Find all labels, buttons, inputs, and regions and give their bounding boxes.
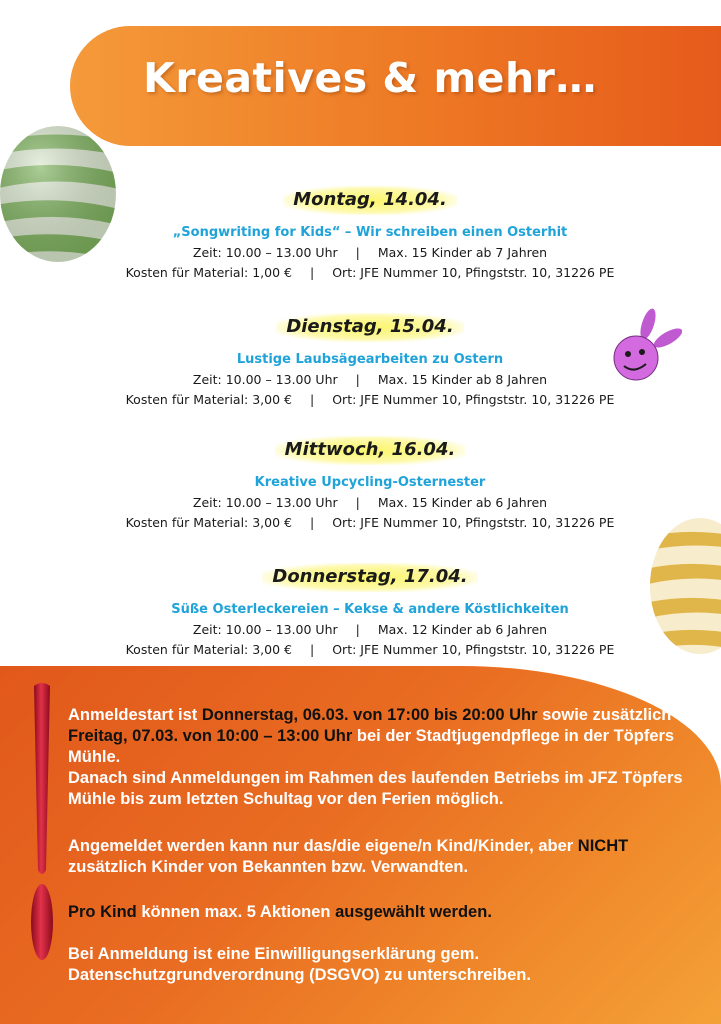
event-capacity: Max. 15 Kinder ab 6 Jahren	[377, 495, 548, 510]
event-capacity: Max. 15 Kinder ab 7 Jahren	[377, 245, 548, 260]
event-time: Zeit: 10.00 – 13.00 Uhr	[192, 372, 338, 387]
event-day: Mittwoch, 16.04.	[275, 436, 466, 465]
info-text: können max. 5 Aktionen	[136, 903, 336, 921]
event-wednesday	[80, 436, 660, 530]
event-title: „Songwriting for Kids“ – Wir schreiben einen Osterhit	[172, 225, 568, 240]
info-text: sowie zusätzlich	[537, 706, 672, 724]
event-time-capacity	[80, 495, 660, 510]
info-highlight: Donnerstag, 06.03. von 17:00 bis 20:00 Uhr	[201, 706, 538, 724]
event-place: Ort: JFE Nummer 10, Pfingststr. 10, 31226 PE	[332, 515, 615, 530]
info-text: Angemeldet werden kann nur das/die eigene/n Kind/Kinder, aber	[68, 837, 578, 855]
event-place: Ort: JFE Nummer 10, Pfingststr. 10, 31226 PE	[332, 265, 615, 280]
event-tuesday	[80, 313, 660, 407]
event-monday	[80, 186, 660, 280]
info-text: bei der Stadtjugendpflege in der Töpfers Mühle.	[68, 727, 675, 766]
registration-info	[68, 705, 698, 768]
info-highlight: Pro Kind	[68, 903, 137, 921]
separator: |	[355, 495, 360, 510]
separator: |	[310, 392, 315, 407]
event-cost-place	[80, 642, 660, 657]
event-title: Kreative Upcycling-Osternester	[254, 475, 486, 490]
event-cost: Kosten für Material: 3,00 €	[125, 515, 292, 530]
event-cost: Kosten für Material: 3,00 €	[125, 642, 292, 657]
event-capacity: Max. 12 Kinder ab 6 Jahren	[377, 622, 548, 637]
event-thursday	[80, 563, 660, 657]
info-highlight: NICHT	[577, 837, 629, 855]
red-exclamation-icon	[28, 680, 56, 980]
info-highlight: Freitag, 07.03. von 10:00 – 13:00 Uhr	[68, 727, 353, 745]
separator: |	[355, 372, 360, 387]
event-cost-place	[80, 265, 660, 280]
event-day: Dienstag, 15.04.	[276, 313, 463, 342]
event-capacity: Max. 15 Kinder ab 8 Jahren	[377, 372, 548, 387]
event-place: Ort: JFE Nummer 10, Pfingststr. 10, 31226 PE	[332, 392, 615, 407]
event-title: Süße Osterleckereien – Kekse & andere Köstlichkeiten	[171, 602, 569, 617]
separator: |	[310, 515, 315, 530]
event-time: Zeit: 10.00 – 13.00 Uhr	[192, 245, 338, 260]
separator: |	[355, 622, 360, 637]
event-title: Lustige Laubsägearbeiten zu Ostern	[236, 352, 504, 367]
event-time-capacity	[80, 622, 660, 637]
event-time: Zeit: 10.00 – 13.00 Uhr	[192, 622, 338, 637]
event-place: Ort: JFE Nummer 10, Pfingststr. 10, 31226 PE	[332, 642, 615, 657]
event-cost: Kosten für Material: 3,00 €	[125, 392, 292, 407]
event-cost: Kosten für Material: 1,00 €	[125, 265, 292, 280]
separator: |	[310, 265, 315, 280]
event-day: Montag, 14.04.	[283, 186, 457, 215]
consent-info: Bei Anmeldung ist eine Einwilligungserklärung gem. Datenschutzgrundverordnung (DSGVO) zu unterschreiben.	[68, 945, 531, 984]
info-highlight: ausgewählt werden.	[335, 903, 492, 921]
registration-continuation: Danach sind Anmeldungen im Rahmen des laufenden Betriebs im JFZ Töpfers Mühle bis zum letzten Schultag vor den Ferien möglich.	[68, 769, 683, 808]
event-cost-place	[80, 515, 660, 530]
event-time-capacity	[80, 245, 660, 260]
separator: |	[355, 245, 360, 260]
info-text: zusätzlich Kinder von Bekannten bzw. Verwandten.	[68, 858, 469, 876]
eligibility-info	[68, 836, 698, 878]
separator: |	[310, 642, 315, 657]
limit-info	[68, 902, 698, 923]
page-title: Kreatives & mehr…	[143, 54, 597, 102]
event-day: Donnerstag, 17.04.	[262, 563, 477, 592]
event-time: Zeit: 10.00 – 13.00 Uhr	[192, 495, 338, 510]
event-cost-place	[80, 392, 660, 407]
event-time-capacity	[80, 372, 660, 387]
info-text: Anmeldestart ist	[68, 706, 202, 724]
